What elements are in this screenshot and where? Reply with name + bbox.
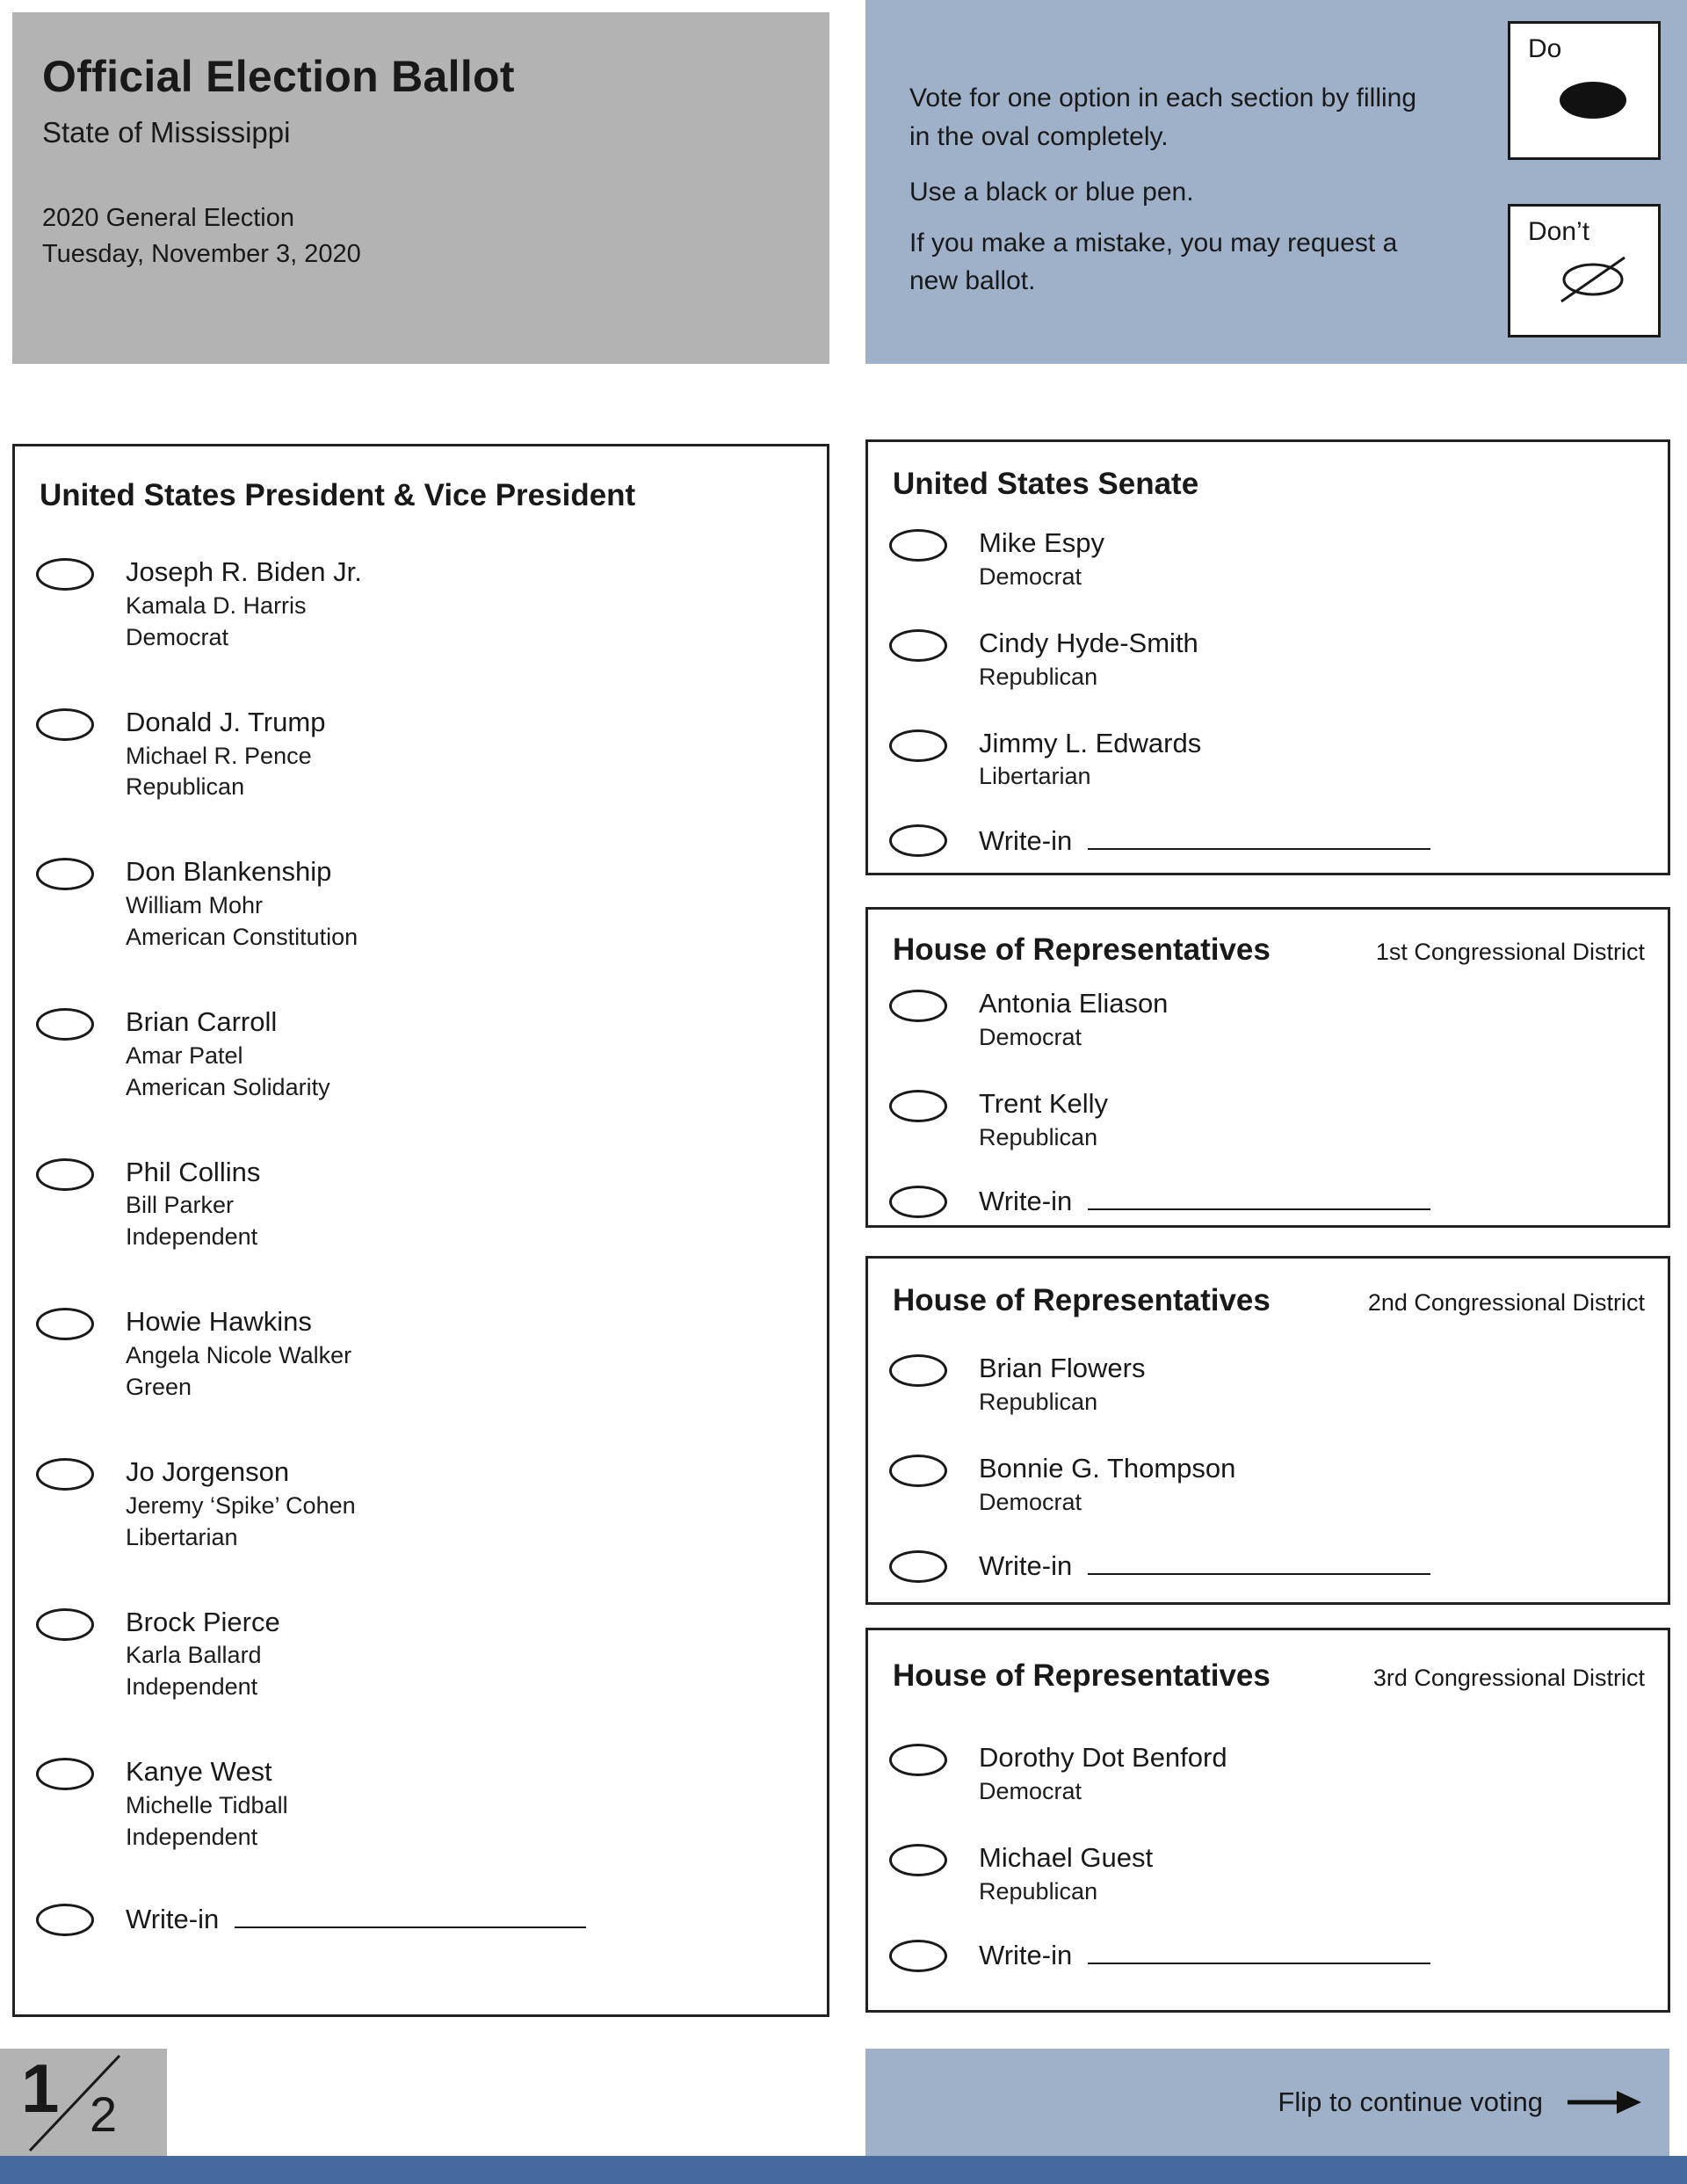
candidate-name: Antonia Eliason bbox=[979, 988, 1169, 1019]
candidate-name: Dorothy Dot Benford bbox=[979, 1742, 1227, 1773]
candidate-name: Trent Kelly bbox=[979, 1087, 1109, 1119]
candidate-name: Kanye West bbox=[126, 1756, 272, 1788]
ballot-oval[interactable] bbox=[36, 1158, 94, 1191]
candidate-party: Independent bbox=[126, 1223, 258, 1251]
ballot-oval[interactable] bbox=[36, 858, 94, 890]
dont-example-box bbox=[1508, 204, 1661, 337]
ballot-oval[interactable] bbox=[36, 1308, 94, 1340]
running-mate-name: Kamala D. Harris bbox=[126, 591, 307, 619]
candidate-name: Bonnie G. Thompson bbox=[979, 1452, 1236, 1484]
candidate-name: Don Blankenship bbox=[126, 856, 332, 888]
running-mate-name: Angela Nicole Walker bbox=[126, 1342, 352, 1369]
candidate-row bbox=[889, 525, 1645, 593]
ballot-oval[interactable] bbox=[889, 1844, 947, 1876]
candidate-party: Libertarian bbox=[979, 763, 1091, 790]
contest-title: House of Representatives bbox=[893, 1658, 1271, 1693]
flip-to-continue-bar[interactable] bbox=[865, 2049, 1669, 2156]
candidate-party: Independent bbox=[126, 1824, 258, 1850]
instruction-fill-oval: Vote for one option in each section by filling in the oval completely. bbox=[909, 83, 1417, 151]
write-in-row bbox=[36, 1904, 802, 1936]
district-label: 1st Congressional District bbox=[1375, 939, 1645, 965]
contest-house-district-3 bbox=[865, 1628, 1670, 2013]
ballot-oval[interactable] bbox=[889, 1550, 947, 1583]
candidate-party: Republican bbox=[979, 1123, 1098, 1150]
instruction-mistake: If you make a mistake, you may request a new ballot. bbox=[909, 228, 1398, 295]
contest-senate bbox=[865, 439, 1670, 875]
contest-title: United States President & Vice President bbox=[40, 478, 636, 512]
candidate-party: Republican bbox=[979, 1388, 1098, 1415]
election-date: Tuesday, November 3, 2020 bbox=[42, 240, 361, 268]
ballot-oval[interactable] bbox=[36, 708, 94, 741]
candidate-row bbox=[36, 1454, 802, 1554]
candidate-name: Cindy Hyde-Smith bbox=[979, 627, 1198, 658]
district-label: 3rd Congressional District bbox=[1372, 1665, 1645, 1691]
slashed-oval-icon bbox=[1542, 249, 1644, 307]
candidate-party: Libertarian bbox=[126, 1523, 238, 1550]
do-example-box bbox=[1508, 21, 1661, 160]
candidate-row bbox=[889, 1450, 1645, 1519]
candidate-party: Republican bbox=[126, 773, 245, 801]
candidate-party: Republican bbox=[979, 1877, 1098, 1905]
candidate-party: Democrat bbox=[979, 562, 1082, 590]
ballot-header bbox=[12, 12, 829, 364]
write-in-label: Write-in bbox=[126, 1904, 220, 1935]
candidate-party: Green bbox=[126, 1374, 192, 1401]
candidate-row bbox=[36, 1604, 802, 1704]
write-in-row bbox=[889, 1186, 1645, 1218]
contest-house-district-2 bbox=[865, 1256, 1670, 1605]
contest-house-district-1 bbox=[865, 907, 1670, 1228]
page-number-current: 1 bbox=[21, 2050, 60, 2127]
candidate-name: Mike Espy bbox=[979, 527, 1104, 558]
running-mate-name: William Mohr bbox=[126, 892, 264, 919]
ballot-oval[interactable] bbox=[889, 729, 947, 762]
contest-title: House of Representatives bbox=[893, 1283, 1271, 1317]
write-in-row bbox=[889, 1550, 1645, 1583]
candidate-row bbox=[36, 853, 802, 954]
running-mate-name: Michael R. Pence bbox=[126, 742, 312, 769]
candidate-row bbox=[36, 1154, 802, 1254]
write-in-line[interactable] bbox=[1088, 1573, 1430, 1575]
candidate-name: Phil Collins bbox=[126, 1156, 261, 1187]
ballot-oval[interactable] bbox=[36, 1458, 94, 1491]
ballot-oval[interactable] bbox=[889, 824, 947, 857]
contest-title: House of Representatives bbox=[893, 932, 1271, 967]
contest-president bbox=[12, 444, 829, 2017]
candidate-row bbox=[36, 704, 802, 804]
ballot-oval[interactable] bbox=[889, 1455, 947, 1487]
contest-title: United States Senate bbox=[893, 467, 1199, 501]
write-in-row bbox=[889, 824, 1645, 857]
write-in-line[interactable] bbox=[235, 1926, 586, 1928]
flip-label: Flip to continue voting bbox=[1278, 2086, 1543, 2117]
ballot-oval[interactable] bbox=[889, 1354, 947, 1387]
write-in-label: Write-in bbox=[979, 824, 1073, 856]
write-in-line[interactable] bbox=[1088, 1208, 1430, 1210]
candidate-party: Democrat bbox=[979, 1777, 1082, 1804]
write-in-line[interactable] bbox=[1088, 1963, 1430, 1964]
bottom-accent-strip bbox=[0, 2156, 1687, 2184]
candidate-party: American Solidarity bbox=[126, 1073, 330, 1100]
arrow-right-icon bbox=[1566, 2088, 1643, 2116]
candidate-party: Democrat bbox=[979, 1023, 1082, 1050]
candidate-name: Brian Flowers bbox=[979, 1353, 1146, 1383]
ballot-oval[interactable] bbox=[889, 1090, 947, 1122]
ballot-oval[interactable] bbox=[36, 1904, 94, 1936]
write-in-row bbox=[889, 1940, 1645, 1972]
candidate-row bbox=[889, 1085, 1645, 1154]
candidate-name: Michael Guest bbox=[979, 1841, 1154, 1873]
ballot-oval[interactable] bbox=[36, 1008, 94, 1041]
ballot-oval[interactable] bbox=[36, 1758, 94, 1790]
ballot-oval[interactable] bbox=[889, 1186, 947, 1218]
district-label: 2nd Congressional District bbox=[1367, 1289, 1645, 1316]
candidate-party: American Constitution bbox=[126, 924, 358, 951]
candidate-row bbox=[889, 985, 1645, 1054]
candidate-name: Brock Pierce bbox=[126, 1606, 280, 1637]
running-mate-name: Michelle Tidball bbox=[126, 1792, 288, 1819]
candidate-party: Democrat bbox=[126, 623, 229, 650]
ballot-oval[interactable] bbox=[36, 1608, 94, 1641]
write-in-line[interactable] bbox=[1088, 848, 1430, 850]
ballot-oval[interactable] bbox=[36, 558, 94, 591]
page-fraction-slash-icon bbox=[0, 2049, 167, 2156]
candidate-row bbox=[36, 1303, 802, 1404]
candidate-name: Jo Jorgenson bbox=[126, 1455, 290, 1487]
ballot-title: Official Election Ballot bbox=[42, 52, 515, 101]
candidate-name: Joseph R. Biden Jr. bbox=[126, 556, 362, 587]
write-in-label: Write-in bbox=[979, 1186, 1073, 1216]
candidate-row bbox=[36, 1004, 802, 1104]
candidate-party: Democrat bbox=[979, 1488, 1082, 1515]
candidate-name: Jimmy L. Edwards bbox=[979, 727, 1202, 758]
instruction-pen: Use a black or blue pen. bbox=[909, 178, 1194, 207]
running-mate-name: Karla Ballard bbox=[126, 1642, 262, 1669]
candidate-row bbox=[889, 1839, 1645, 1908]
do-label: Do bbox=[1528, 34, 1562, 63]
running-mate-name: Bill Parker bbox=[126, 1192, 235, 1219]
candidate-row bbox=[889, 1739, 1645, 1808]
ballot-oval[interactable] bbox=[889, 990, 947, 1022]
ballot-oval[interactable] bbox=[889, 529, 947, 562]
ballot-oval[interactable] bbox=[889, 1744, 947, 1776]
candidate-name: Donald J. Trump bbox=[126, 706, 326, 737]
candidate-row bbox=[889, 1350, 1645, 1419]
candidate-row bbox=[36, 554, 802, 654]
candidate-row bbox=[889, 625, 1645, 693]
write-in-label: Write-in bbox=[979, 1940, 1073, 1970]
ballot-state: State of Mississippi bbox=[42, 116, 291, 149]
dont-label: Don’t bbox=[1528, 217, 1590, 246]
candidate-party: Republican bbox=[979, 663, 1098, 690]
ballot-oval[interactable] bbox=[889, 629, 947, 662]
page-number-total: 2 bbox=[90, 2086, 118, 2142]
candidate-name: Brian Carroll bbox=[126, 1005, 278, 1037]
running-mate-name: Jeremy ‘Spike’ Cohen bbox=[126, 1491, 356, 1519]
filled-oval-icon bbox=[1560, 82, 1626, 119]
election-name: 2020 General Election bbox=[42, 204, 294, 232]
candidate-row bbox=[889, 725, 1645, 794]
candidate-party: Independent bbox=[126, 1673, 258, 1701]
running-mate-name: Amar Patel bbox=[126, 1041, 243, 1069]
ballot-oval[interactable] bbox=[889, 1940, 947, 1972]
candidate-row bbox=[36, 1753, 802, 1854]
write-in-label: Write-in bbox=[979, 1550, 1073, 1581]
candidate-name: Howie Hawkins bbox=[126, 1306, 312, 1338]
page-indicator bbox=[0, 2049, 167, 2156]
